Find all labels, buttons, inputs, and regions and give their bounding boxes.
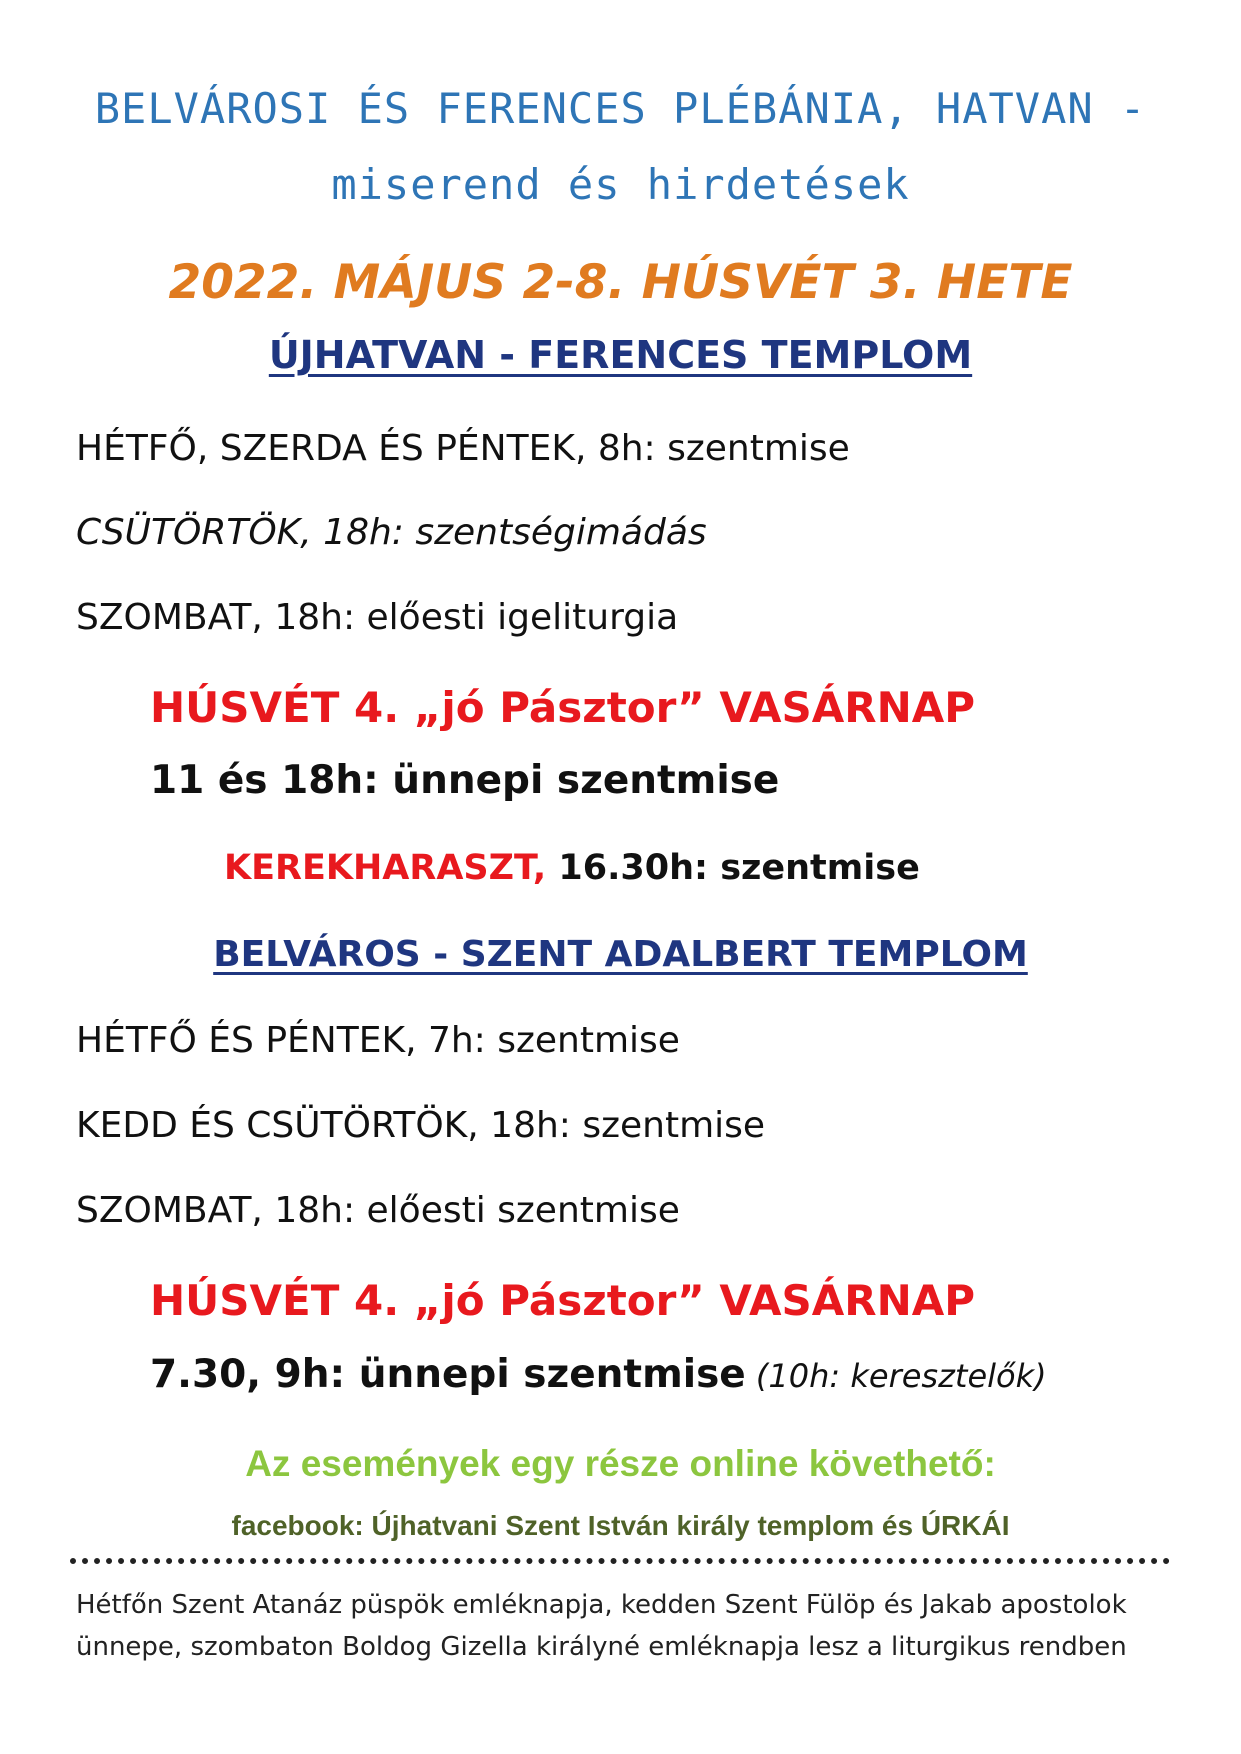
belvaros-line-2: KEDD ÉS CSÜTÖRTÖK, 18h: szentmise	[76, 1105, 766, 1146]
belvaros-sunday-title: HÚSVÉT 4. „jó Pásztor” VASÁRNAP	[150, 1276, 976, 1325]
dotted-divider	[70, 1558, 1170, 1564]
header-subtitle: miserend és hirdetések	[331, 160, 910, 209]
ferences-line-3: SZOMBAT, 18h: előesti igeliturgia	[76, 597, 679, 638]
ferences-heading-wrap	[0, 333, 1241, 377]
kerekharaszt-place: KEREKHARASZT,	[224, 848, 547, 888]
belvaros-heading-wrap	[0, 934, 1241, 975]
online-title: Az események egy része online követhető:	[245, 1443, 996, 1484]
belvaros-line-1: HÉTFŐ ÉS PÉNTEK, 7h: szentmise	[76, 1020, 680, 1061]
belvaros-sunday-mass: 7.30, 9h: ünnepi szentmise	[150, 1352, 746, 1397]
kerekharaszt-line	[224, 848, 920, 888]
belvaros-sunday-line	[150, 1352, 1047, 1397]
footer-line-1: Hétfőn Szent Atanáz püspök emléknapja, kedden Szent Fülöp és Jakab apostolok	[76, 1590, 1127, 1620]
belvaros-sunday-note: (10h: keresztelők)	[745, 1357, 1047, 1395]
ferences-sunday-mass: 11 és 18h: ünnepi szentmise	[150, 758, 780, 803]
belvaros-heading: BELVÁROS - SZENT ADALBERT TEMPLOM	[213, 934, 1028, 975]
online-facebook: facebook: Újhatvani Szent István király templom és ÚRKÁI	[231, 1510, 1010, 1541]
header-title: BELVÁROSI ÉS FERENCES PLÉBÁNIA, HATVAN -	[94, 84, 1147, 133]
footer-line-2: ünnepe, szombaton Boldog Gizella királyné emléknapja lesz a liturgikus rendben	[76, 1632, 1127, 1662]
ferences-heading: ÚJHATVAN - FERENCES TEMPLOM	[268, 333, 973, 377]
ferences-line-1: HÉTFŐ, SZERDA ÉS PÉNTEK, 8h: szentmise	[76, 428, 850, 469]
ferences-sunday-title: HÚSVÉT 4. „jó Pásztor” VASÁRNAP	[150, 683, 976, 732]
kerekharaszt-time: 16.30h: szentmise	[546, 848, 920, 888]
belvaros-line-3: SZOMBAT, 18h: előesti szentmise	[76, 1190, 680, 1231]
ferences-line-2: CSÜTÖRTÖK, 18h: szentségimádás	[76, 512, 707, 553]
week-title: 2022. MÁJUS 2-8. HÚSVÉT 3. HETE	[168, 255, 1073, 310]
